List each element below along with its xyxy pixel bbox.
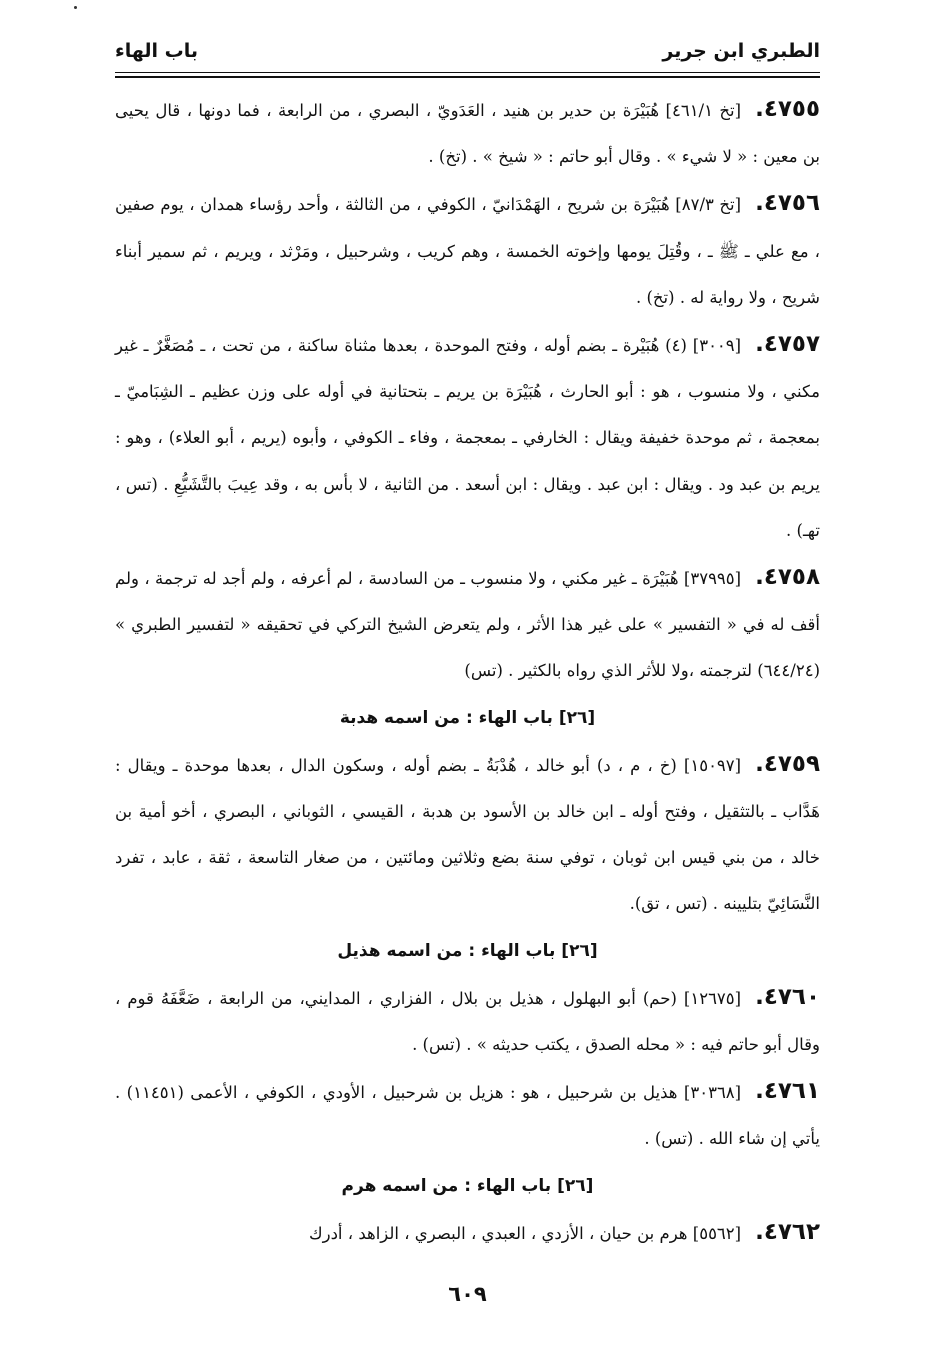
header-rule-thick: [115, 76, 820, 78]
entry-number: ٤٧٥٦.: [755, 190, 820, 217]
entry-number: ٤٧٥٨.: [755, 564, 820, 591]
page-body: [115, 86, 820, 1257]
entry-number: ٤٧٥٥.: [755, 96, 820, 122]
running-header: [115, 36, 820, 66]
section-heading-hudhayl: [٢٦] باب الهاء : من اسمه هذيل: [337, 940, 598, 961]
entry-4762: [115, 1209, 820, 1257]
entry-number: ٤٧٥٩.: [755, 750, 820, 777]
chapter-title: باب الهاء: [115, 40, 199, 62]
entry-text: [١٢٦٧٥] (حم) أبو البهلول ، هذيل بن بلال ، الفزاري ، المدايني، من الرابعة ، ضَعَّفَهُ قوم ، وقال أبو حاتم فيه : « محله الصدق ، يكتب حديثه » . (تس) .: [115, 988, 820, 1055]
entry-text: [٣٠٠٩] (٤) هُبَيْرة ـ بضم أوله ، وفتح الموحدة ، بعدها مثناة ساكنة ، من تحت ، ـ مُصَغَّرٌ ـ غير مكني ، ولا منسوب ، هو : أبو الحارث ، هُبَيْرَة بن يريم ـ بتحتانية في أوله على وزن عظيم ـ الشِبَاميّ ـ بمعجمة ، ثم موحدة خفيفة ويقال : الخارفي ـ بمعجمة ، وفاء ـ الكوفي ، وأبوه (يريم ، أبو العلاء) ، وهو : يريم بن عبد ود . ويقال : ابن عبد . ويقال : ابن أسعد . من الثانية ، لا بأس به ، وقد عِيبَ بالتَّشَيُّعِ . (تس ، تهـ) .: [115, 336, 820, 540]
entry-text: [١٥٠٩٧] (خ ، م ، د) أبو خالد ، هُدْبَةُ ـ بضم أوله ، وسكون الدال ، بعدها موحدة ـ ويقال : هَدَّاب ـ بالتثقيل ، وفتح أوله ـ ابن خالد بن الأسود بن هدبة ، القيسي ، الثوباني ، البصري ، أخو أمية بن خالد ، من بني قيس ابن ثوبان ، توفي سنة بضع وثلاثين ومائتين ، من صغار التاسعة ، ثقة ، عابد ، تفرد النَّسَائِيّ بتليينه . (تس ، تق).: [115, 755, 820, 914]
entry-text: [٥٥٦٢] هرم بن حيان ، الأزدي ، العبدي ، البصري ، الزاهد ، أدرك: [309, 1223, 742, 1243]
page-speck: [74, 6, 77, 9]
section-heading-hudba: [٢٦] باب الهاء : من اسمه هدبة: [339, 707, 596, 728]
entry-text: [٣٧٩٩٥] هُبَيْرَة ـ غير مكني ، ولا منسوب ـ من السادسة ، لم أعرفه ، ولم أجد له ترجمة ، ولم أقف له في « التفسير » على غير هذا الأثر ، ولم يتعرض الشيخ التركي في تحقيقه « لتفسير الطبري » (٦٤٤/٢٤) لترجمته ،ولا للأثر الذي رواه بالكثير . (تس): [115, 569, 820, 681]
section-heading-harim: [٢٦] باب الهاء : من اسمه هرم: [341, 1175, 594, 1196]
entry-4756: [115, 180, 820, 321]
entry-4755: [115, 86, 820, 180]
entry-4758: [115, 554, 820, 695]
entry-number: ٤٧٦١.: [755, 1078, 821, 1105]
page-number: ٦٠٩: [448, 1282, 487, 1306]
book-title: الطبري ابن جرير: [662, 40, 820, 62]
entry-4761: [115, 1068, 820, 1162]
entry-text: [٣٠٣٦٨] هذيل بن شرحبيل ، هو : هزيل بن شرحبيل ، الأودي ، الكوفي ، الأعمى (١١٤٥١) . يأتي إن شاء الله . (تس) .: [115, 1083, 820, 1149]
entry-text: [تخ ٨٧/٣] هُبَيْرَة بن شريح ، الهَمْدَانيّ ، الكوفي ، من الثالثة ، وأحد رؤساء همدان ، يوم صفين ، مع علي ـ ﷺ ـ ، وقُتِلَ يومها وإخوته الخمسة ، وهم كريب ، وشرحبيل ، ومَرْثد ، ويريم ، ثم سمير أبناء شريح ، ولا رواية له . (تخ) .: [115, 195, 820, 307]
entry-number: ٤٧٦٠.: [755, 983, 820, 1010]
header-rule-thin: [115, 72, 820, 73]
entry-4757: [115, 321, 820, 554]
entry-4760: [115, 974, 820, 1068]
entry-number: ٤٧٦٢.: [755, 1218, 820, 1245]
entry-number: ٤٧٥٧.: [755, 331, 820, 358]
entry-text: [تخ ٤٦١/١] هُبَيْرَة بن حدير بن هنيد ، العَدَويّ ، البصري ، من الرابعة ، فما دونها ، قال يحيى بن معين : « لا شيء » . وقال أبو حاتم : « شيخ » . (تخ) .: [115, 101, 820, 167]
entry-4759: [115, 741, 820, 928]
